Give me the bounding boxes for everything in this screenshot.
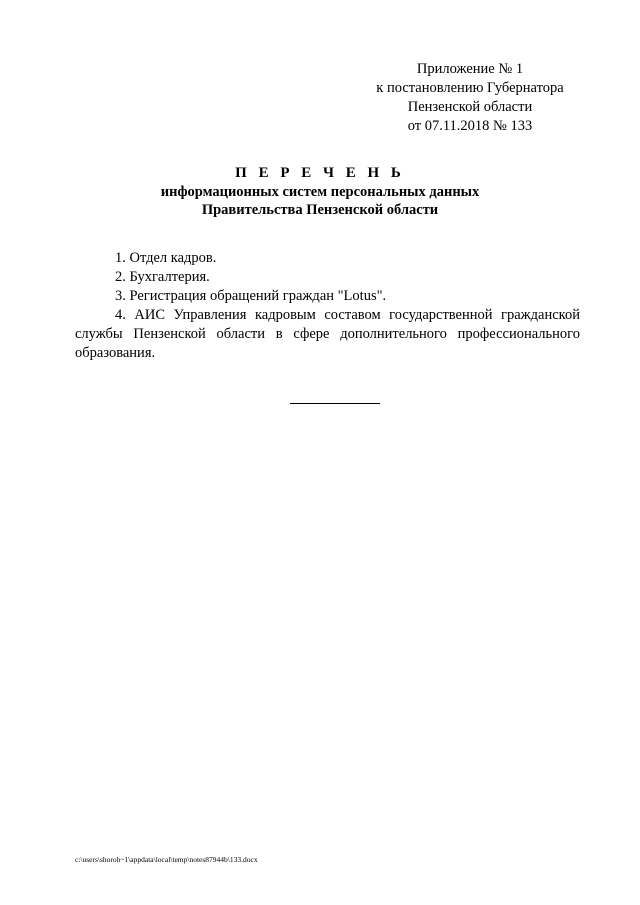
- document-subtitle-line2: Правительства Пензенской области: [201, 202, 439, 218]
- list-item: 1. Отдел кадров.: [115, 250, 217, 266]
- footer-file-path: c:\users\shoroh~1\appdata\local\temp\notes87944b\133.docx: [75, 855, 258, 864]
- list-item: 3. Регистрация обращений граждан "Lotus".: [115, 288, 387, 304]
- systems-list: [75, 249, 580, 363]
- appendix-header: [360, 60, 580, 136]
- document-title-block: [0, 163, 640, 219]
- document-title: П Е Р Е Ч Е Н Ь: [235, 165, 405, 181]
- list-item: 2. Бухгалтерия.: [115, 269, 210, 285]
- appendix-reference: к постановлению Губернатора: [376, 80, 564, 96]
- appendix-date-number: от 07.11.2018 № 133: [407, 118, 533, 134]
- appendix-number: Приложение № 1: [416, 61, 524, 77]
- list-item: 4. АИС Управления кадровым составом государственной гражданской службы Пензенской области в сфере дополнительного профессионального образования.: [75, 307, 580, 361]
- document-subtitle-line1: информационных систем персональных данных: [160, 184, 480, 200]
- appendix-region: Пензенской области: [407, 99, 533, 115]
- end-divider-line: [290, 403, 380, 404]
